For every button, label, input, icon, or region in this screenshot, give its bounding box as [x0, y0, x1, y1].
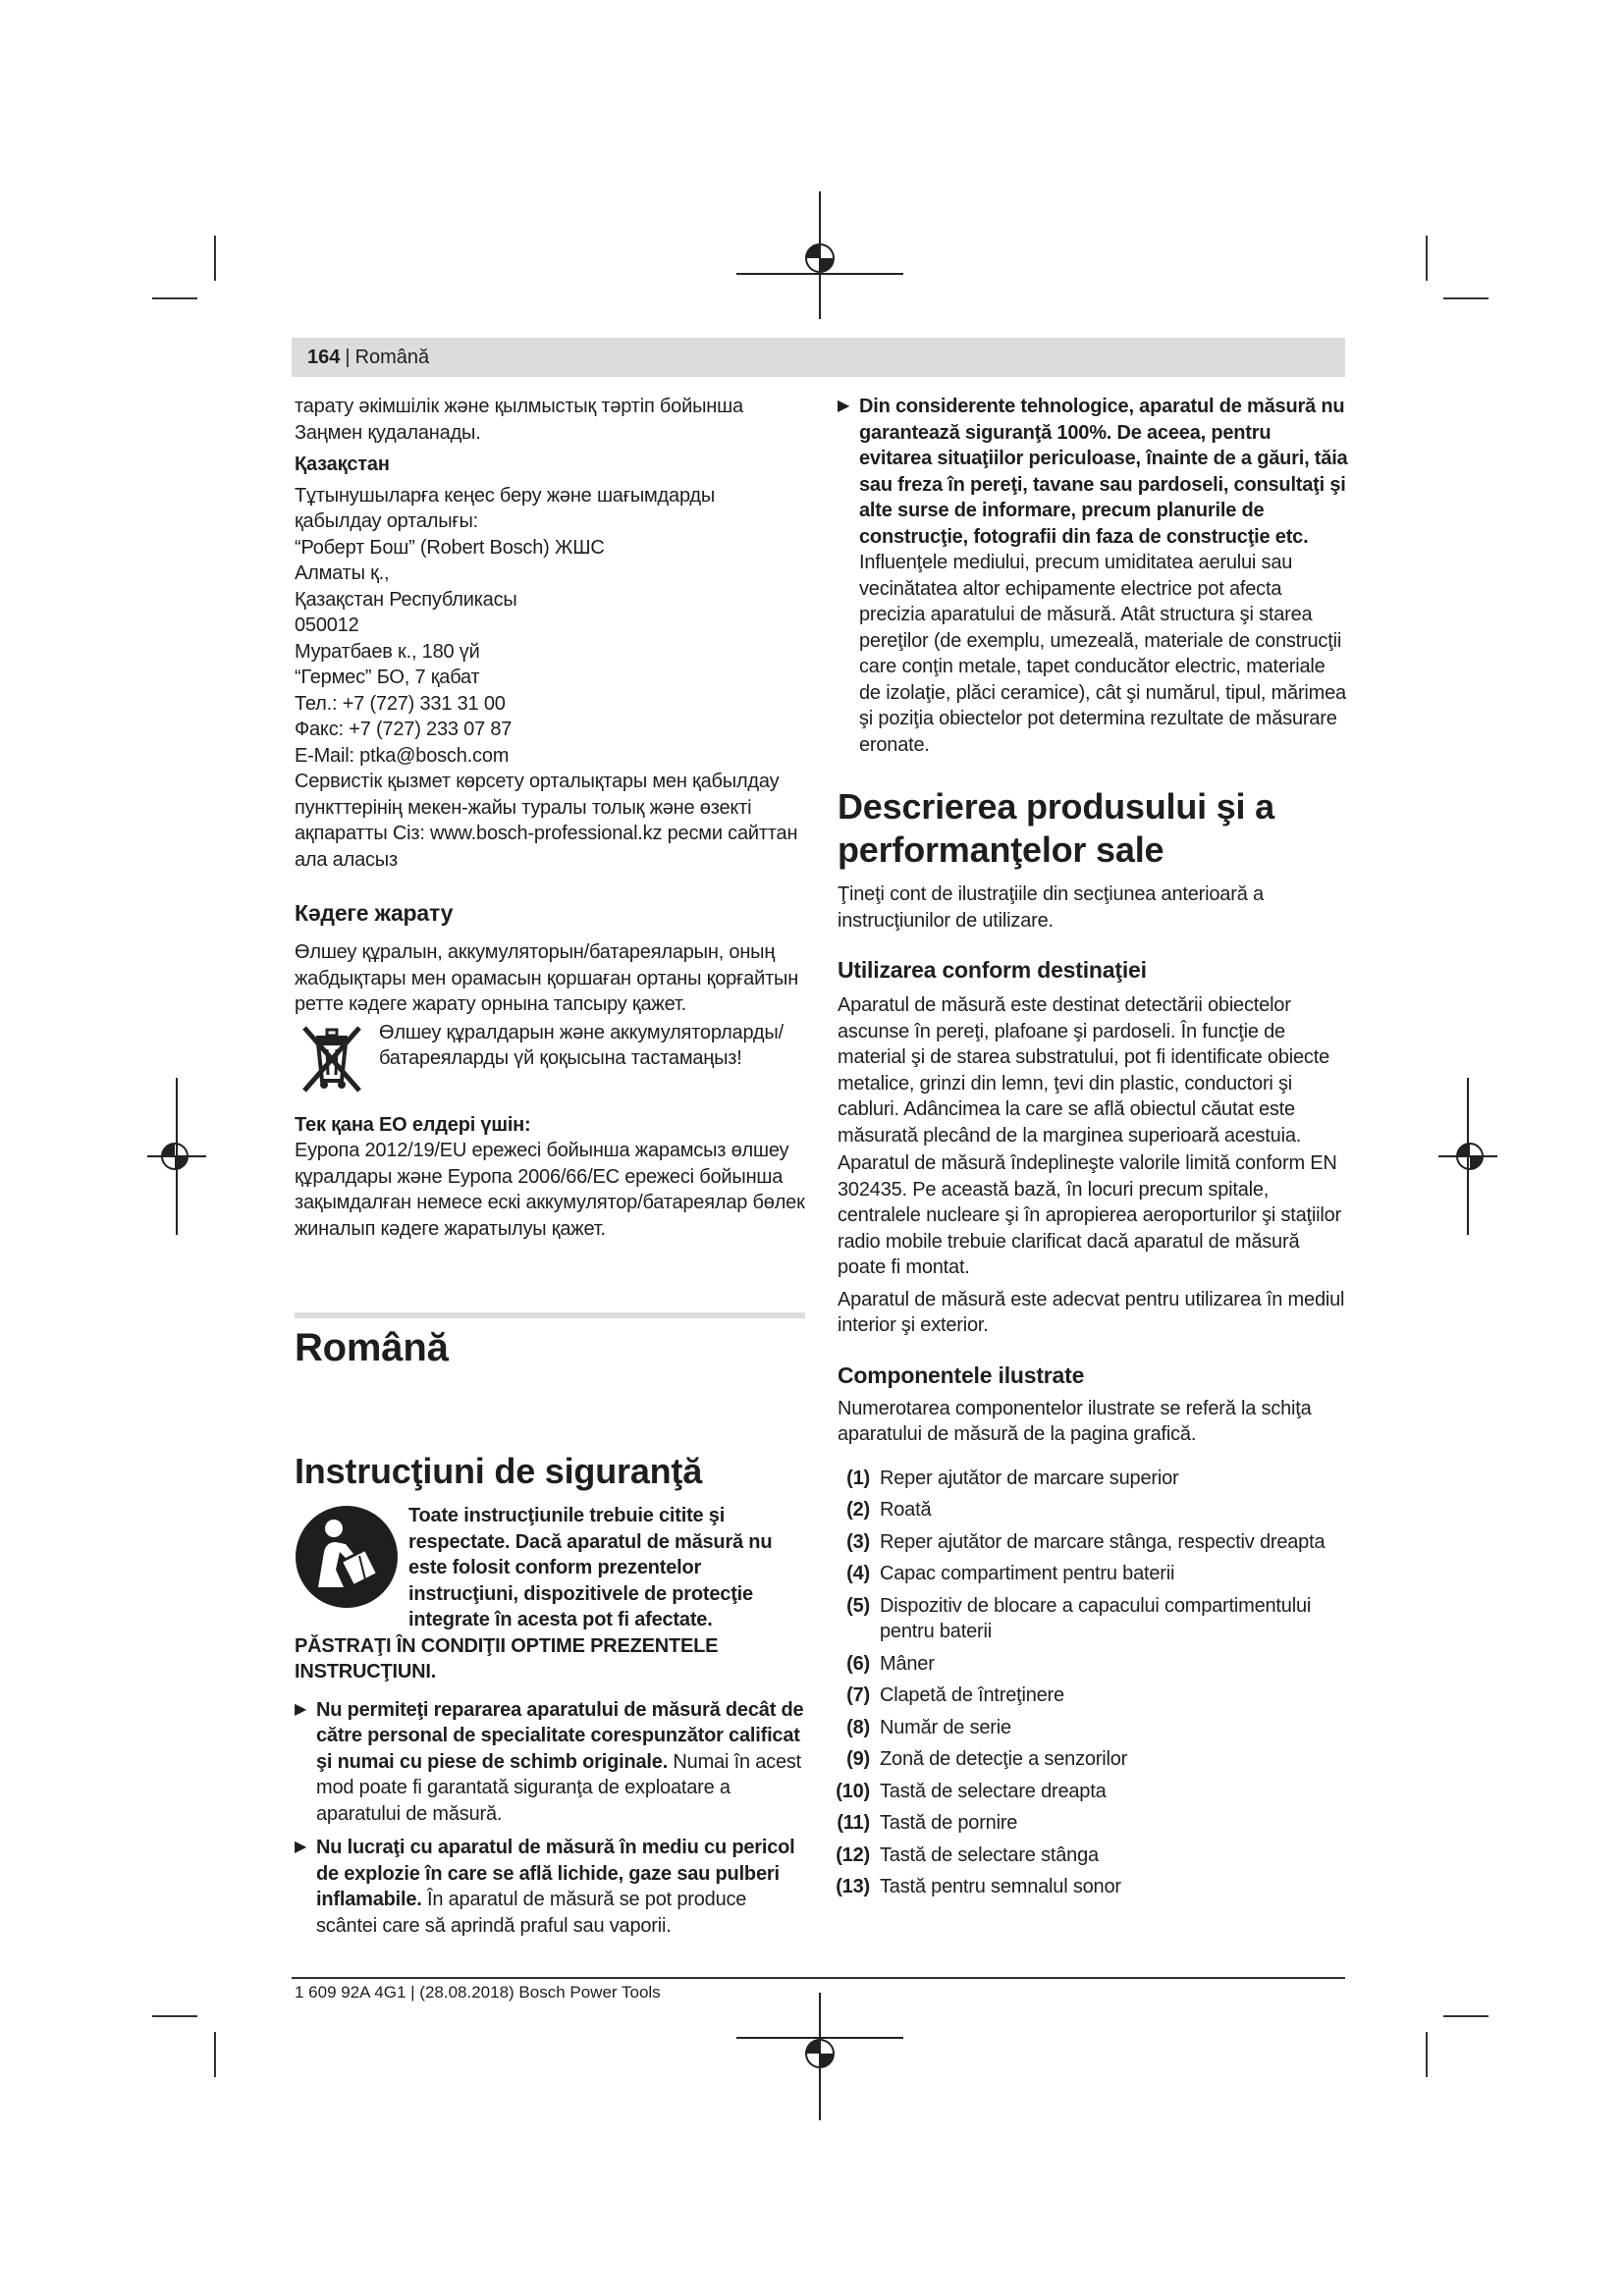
use-paragraph: Aparatul de măsură îndeplineşte valorile limită conform EN 302435. Pe această bază, în locuri precum spitale, centralele nucleare şi în apropierea aeroporturilor şi staţiilor radio mobile trebuie clarificat dacă aparatul de măsură poate fi montat. — [838, 1152, 1342, 1278]
bullet-bold: Din considerente tehnologice, aparatul de măsură nu garantează siguranţă 100%. De aceea, pentru evitarea situaţiilor periculoase, înainte de a găuri, tăia sau freza în pereţi, tavane sau pardoseli, consultaţi şi alte surse de informare, precum planurile de construcţie, fotografii din faza de construcţie etc. — [859, 396, 1348, 548]
component-label: Număr de serie — [880, 1716, 1011, 1738]
disposal-text: Өлшеу құралын, аккумуляторын/батареяларын, оның жабдықтары мен орамасын қоршаған ортаны қорғайтын ретте кәдеге жарату орнына тапсыру қажет. — [295, 941, 799, 1015]
component-number: (6) — [846, 1652, 870, 1675]
component-label: Tastă pentru semnalul sonor — [880, 1876, 1121, 1897]
bullet-bold: Nu lucraţi cu aparatul de măsură în mediu cu pericol de explozie în care se află lichide, gaze sau pulberi inflamabile. — [316, 1837, 795, 1910]
use-paragraph: Aparatul de măsură este destinat detectării obiectelor ascunse în pereţi, plafoane şi pardoseli. În funcţie de material şi de starea substratului, pot fi identificate obiecte metalice, grinzi din lemn, ţevi din plastic, conductori şi cabluri. Adâncimea la care se află obiectul căutat este măsurată plecând de la marginea superioară acestuia. — [838, 994, 1330, 1147]
kz-line: Қазақстан Республикасы — [295, 588, 517, 611]
crop-mark — [1426, 236, 1428, 281]
footer-rule — [292, 1977, 1345, 1979]
kz-line: E-Mail: ptka@bosch.com — [295, 744, 510, 767]
kz-line: Тел.: +7 (727) 331 31 00 — [295, 692, 506, 715]
component-label: Capac compartiment pentru baterii — [880, 1563, 1175, 1584]
description-title: Descrierea produsului şi a performanţelor sale — [838, 786, 1274, 870]
use-paragraph: Aparatul de măsură este adecvat pentru utilizarea în mediul interior şi exterior. — [838, 1288, 1345, 1336]
list-item — [826, 1561, 1348, 1587]
component-number: (9) — [846, 1748, 870, 1770]
read-manual-icon — [295, 1505, 399, 1609]
bullet-bold: Nu permiteţi repararea aparatului de măsură decât de către personal de specialitate corespunzător calificat şi numai cu piese de schimb originale. — [316, 1698, 804, 1773]
list-item — [826, 1746, 1348, 1773]
component-label: Roată — [880, 1499, 932, 1521]
registration-mark-icon — [147, 1078, 206, 1235]
page-footer: 1 609 92A 4G1 | (28.08.2018) Bosch Power Tools — [295, 1983, 661, 2002]
list-item — [826, 1529, 1348, 1556]
crop-mark — [1426, 2032, 1428, 2077]
components-intro: Numerotarea componentelor ilustrate se referă la schiţa aparatului de măsură de la pagina grafică. — [838, 1397, 1312, 1445]
page-header — [292, 338, 1345, 377]
bullet-text: Numai în acest mod poate fi garantată siguranţa de exploatare a aparatului de măsură. — [316, 1750, 802, 1825]
crop-mark — [152, 2015, 197, 2017]
bullet-text: Influenţele mediului, precum umiditatea aerului sau vecinătatea altor echipamente electrice pot afecta precizia aparatului de măsură. Atât structura şi starea pereţilor (de exemplu, umezeală, materiale de construcţii care conţin metale, tapet conducător electric, materiale de izolaţie, plăci ceramice), cât şi numărul, tipul, mărimea şi poziţia obiectelor pot determina rezultate de măsurare eronate. — [859, 552, 1346, 756]
page-number: 164 — [307, 346, 341, 368]
kz-line: “Роберт Бош” (Robert Bosch) ЖШС — [295, 536, 605, 559]
kz-contact-block — [295, 483, 805, 874]
kz-line: Муратбаев к., 180 үй — [295, 640, 480, 663]
registration-mark-icon — [1438, 1078, 1497, 1235]
crop-mark — [1443, 2015, 1489, 2017]
eu-text: Еуропа 2012/19/EU ережесі бойынша жарамсыз өлшеу құралдары және Еуропа 2006/66/EC ережесі бойынша зақымдалған немесе ескі аккумулятор/батареялар бөлек жиналып кәдеге жаратылуы қажет. — [295, 1140, 805, 1240]
list-item — [826, 1466, 1348, 1492]
crop-mark — [1443, 297, 1489, 299]
components-list — [826, 1466, 1348, 1900]
component-number: (4) — [846, 1563, 870, 1584]
kz-line: Факс: +7 (727) 233 07 87 — [295, 719, 513, 740]
safety-title: Instrucţiuni de siguranţă — [295, 1451, 703, 1491]
list-item — [826, 1779, 1348, 1805]
component-number: (11) — [837, 1812, 870, 1834]
bullet-arrow-icon: ▶ — [295, 1839, 307, 1855]
language-title: Română — [295, 1326, 449, 1369]
kz-line: Тұтынушыларға кеңес беру және шағымдарды қабылдау орталығы: — [295, 484, 716, 532]
kz-line: 050012 — [295, 614, 359, 636]
section-divider — [295, 1312, 805, 1318]
registration-mark-icon — [736, 1993, 903, 2120]
kz-line: Алматы қ., — [295, 562, 390, 584]
component-number: (13) — [836, 1876, 870, 1897]
safety-bullet — [838, 394, 1348, 758]
bullet-arrow-icon: ▶ — [838, 398, 850, 414]
crop-mark — [152, 297, 197, 299]
safety-intro-text: Toate instrucţiunile trebuie citite şi respectate. Dacă aparatul de măsură nu este folosit conform prezentelor instrucţiuni, dispozitivele de protecţie integrate în acesta pot fi afectate. PĂSTRAŢI ÎN CONDIŢII OPTIME PREZENTELE INSTRUCŢIUNI. — [295, 1505, 773, 1682]
list-item — [826, 1497, 1348, 1523]
list-item — [826, 1810, 1348, 1837]
component-label: Zonă de detecţie a senzorilor — [880, 1748, 1128, 1770]
component-label: Tastă de pornire — [880, 1812, 1018, 1834]
component-label: Tastă de selectare stânga — [880, 1843, 1099, 1866]
safety-bullet — [295, 1835, 805, 1939]
registration-mark-icon — [736, 191, 903, 319]
bullet-arrow-icon: ▶ — [295, 1700, 307, 1718]
component-label: Dispozitiv de blocare a capacului compartimentului pentru baterii — [880, 1594, 1312, 1642]
component-number: (12) — [836, 1843, 870, 1866]
header-language: Română — [354, 346, 430, 368]
safety-bullet — [295, 1697, 805, 1828]
safety-intro — [295, 1503, 805, 1685]
eu-heading: Тек қана ЕО елдері үшін: — [295, 1113, 531, 1136]
list-item — [826, 1593, 1348, 1645]
list-item — [826, 1842, 1348, 1869]
crop-mark — [214, 2032, 216, 2077]
component-number: (5) — [846, 1594, 870, 1617]
component-number: (3) — [846, 1530, 870, 1553]
disposal-icon-text: Өлшеу құралдарын және аккумуляторларды/батареяларды үй қоқысына тастамаңыз! — [379, 1021, 784, 1069]
header-separator: | — [345, 346, 351, 368]
component-label: Tastă de selectare dreapta — [880, 1780, 1107, 1802]
kz-line: “Гермес” БО, 7 қабат — [295, 667, 480, 688]
description-intro: Ţineţi cont de ilustraţiile din secţiunea anterioară a instrucţiunilor de utilizare. — [838, 883, 1264, 932]
crossed-out-bin-icon — [295, 1020, 369, 1095]
component-number: (7) — [846, 1684, 870, 1706]
kz-line: Сервистік қызмет көрсету орталықтары мен қабылдау пункттерінің мекен-жайы туралы толық және өзекті ақпаратты Сіз: www.bosch-professional.kz ресми сайттан ала аласыз — [295, 771, 798, 871]
left-column — [295, 394, 805, 1939]
crop-mark — [214, 236, 216, 281]
component-number: (2) — [846, 1499, 870, 1521]
kz-heading: Қазақстан — [295, 454, 390, 475]
intro-paragraph: тарату әкімшілік және қылмыстық тәртіп бойынша Заңмен қудаланады. — [295, 396, 743, 444]
component-number: (8) — [846, 1716, 870, 1738]
list-item — [826, 1682, 1348, 1709]
right-column — [838, 394, 1348, 1906]
component-label: Reper ajutător de marcare stânga, respectiv dreapta — [880, 1530, 1326, 1553]
component-label: Reper ajutător de marcare superior — [880, 1467, 1179, 1489]
component-label: Clapetă de întreţinere — [880, 1684, 1064, 1706]
component-number: (10) — [836, 1780, 870, 1802]
disposal-notice — [295, 1020, 805, 1095]
bullet-text: În aparatul de măsură se pot produce scântei care să aprindă praful sau vaporii. — [316, 1889, 747, 1937]
use-heading: Utilizarea conform destinaţiei — [838, 957, 1147, 983]
component-label: Mâner — [880, 1652, 935, 1675]
list-item — [826, 1874, 1348, 1900]
list-item — [826, 1715, 1348, 1741]
disposal-heading: Кәдеге жарату — [295, 900, 454, 926]
components-heading: Componentele ilustrate — [838, 1362, 1085, 1388]
component-number: (1) — [846, 1467, 870, 1489]
list-item — [826, 1651, 1348, 1678]
